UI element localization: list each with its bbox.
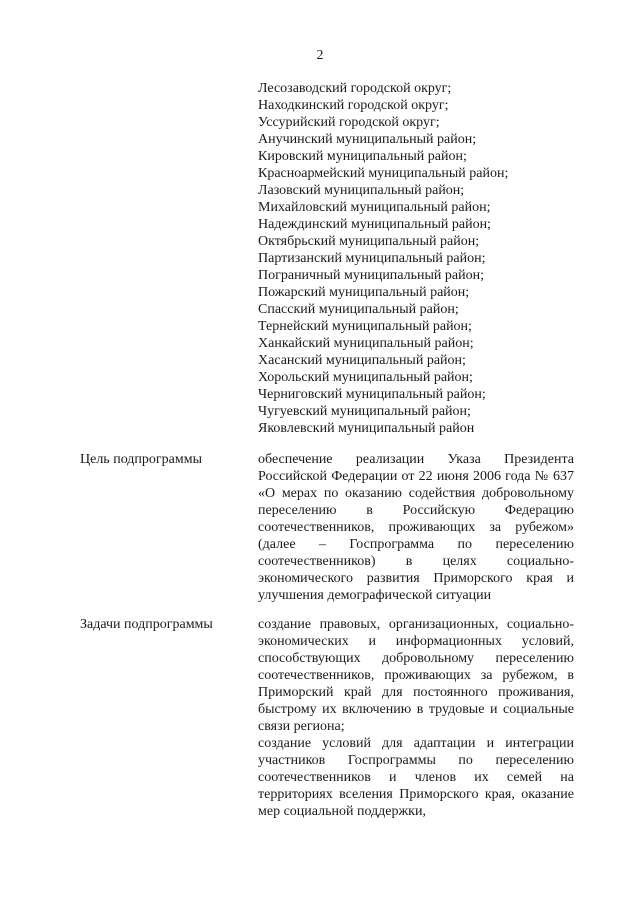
municipality-item: Пожарский муниципальный район; <box>258 285 470 300</box>
goal-text <box>258 451 574 604</box>
tasks-label: Задачи подпрограммы <box>80 617 213 632</box>
municipality-item: Спасский муниципальный район; <box>258 302 459 317</box>
municipality-item: Черниговский муниципальный район; <box>258 387 486 402</box>
municipality-item: Хасанский муниципальный район; <box>258 353 466 368</box>
municipality-item: Хорольский муниципальный район; <box>258 370 473 385</box>
municipality-item: Тернейский муниципальный район; <box>258 319 472 334</box>
goal-paragraph: обеспечение реализации Указа Президента Российской Федерации от 22 июня 2006 года № 637 «О мерах по оказанию содействия добровольному переселению в Российскую Федерацию соотечественников, проживающих за рубежом» (далее – Госпрограмма по переселению соотечественников) в целях социально-экономического развития Приморского края и улучшения демографической ситуации <box>258 452 574 603</box>
municipality-item: Лесозаводский городской округ; <box>258 81 452 96</box>
municipality-item: Михайловский муниципальный район; <box>258 200 491 215</box>
municipality-item: Кировский муниципальный район; <box>258 149 467 164</box>
goal-label: Цель подпрограммы <box>80 452 202 467</box>
municipality-item: Ханкайский муниципальный район; <box>258 336 474 351</box>
task-item: создание правовых, организационных, социально-экономических и информационных условий, способствующих добровольному переселению соотечественников, проживающих за рубежом, в Приморский край для постоянного проживания, быстрому их включению в трудовые и социальные связи региона; <box>258 617 574 734</box>
municipality-item: Надеждинский муниципальный район; <box>258 217 491 232</box>
municipality-item: Пограничный муниципальный район; <box>258 268 484 283</box>
municipality-list <box>258 80 588 437</box>
page-number: 2 <box>316 48 324 63</box>
task-item: создание условий для адаптации и интеграции участников Госпрограммы по переселению соотечественников и членов их семей на территориях вселения Приморского края, оказание мер социальной поддержки, <box>258 736 574 819</box>
municipality-item: Находкинский городской округ; <box>258 98 449 113</box>
municipality-item: Партизанский муниципальный район; <box>258 251 486 266</box>
municipality-item: Лазовский муниципальный район; <box>258 183 465 198</box>
municipality-item: Уссурийский городской округ; <box>258 115 440 130</box>
municipality-item: Яковлевский муниципальный район <box>258 421 475 436</box>
municipality-item: Красноармейский муниципальный район; <box>258 166 509 181</box>
municipality-item: Октябрьский муниципальный район; <box>258 234 480 249</box>
tasks-text <box>258 616 574 820</box>
municipality-item: Чугуевский муниципальный район; <box>258 404 471 419</box>
municipality-item: Анучинский муниципальный район; <box>258 132 477 147</box>
